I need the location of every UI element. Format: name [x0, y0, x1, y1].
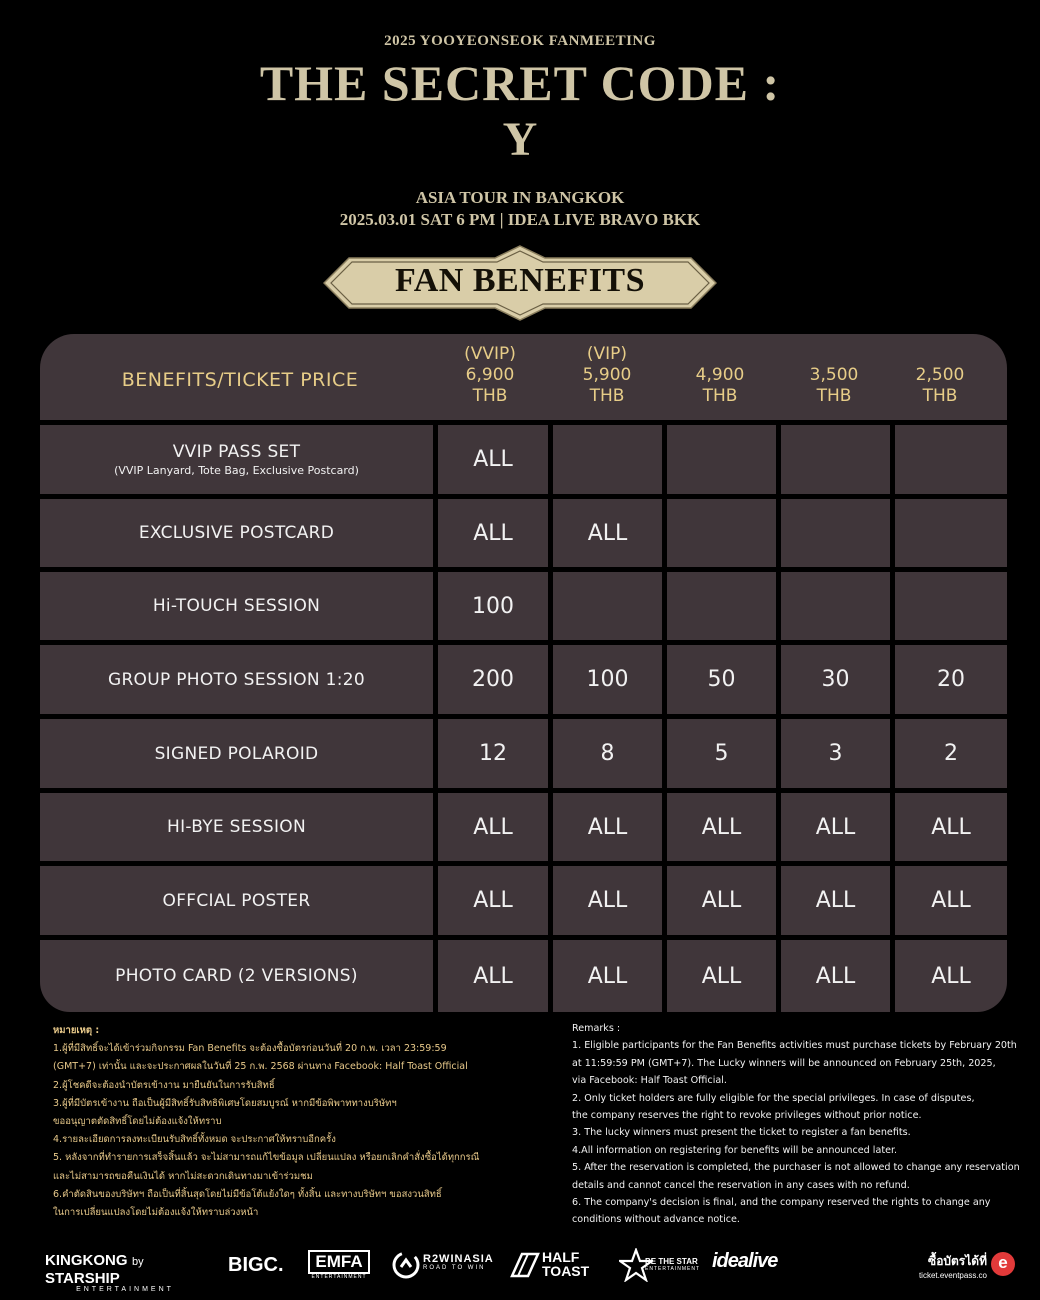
benefit-label: GROUP PHOTO SESSION 1:20 [107, 669, 366, 690]
benefit-label-cell [40, 572, 433, 640]
benefit-value: ALL [438, 793, 548, 861]
header-price-4 [779, 344, 889, 407]
benefit-value [895, 425, 1007, 494]
benefit-label-cell [40, 793, 433, 861]
benefit-value [895, 499, 1007, 567]
benefit-value: ALL [553, 940, 662, 1012]
remarks-english-heading: Remarks : [572, 1023, 621, 1034]
benefit-value: 20 [895, 645, 1007, 714]
fan-benefits-title: FAN BENEFITS [394, 262, 646, 299]
halftoast-logo [542, 1250, 589, 1278]
event-date: 2025.03.01 SAT 6 PM | IDEA LIVE BRAVO BKK [339, 210, 701, 229]
benefit-label: Hi-TOUCH SESSION [152, 596, 321, 616]
benefit-value: ALL [438, 866, 548, 935]
r2win-sub: ROAD TO WIN [423, 1265, 486, 1271]
benefit-label: HI-BYE SESSION [166, 817, 306, 837]
benefit-value: ALL [895, 793, 1007, 861]
benefit-value: ALL [553, 499, 662, 567]
remark-line: 6.คำตัดสินของบริษัทฯ ถือเป็นที่สิ้นสุดโดยไม่มีข้อโต้แย้งใดๆ ทั้งสิ้น และทางบริษัทฯ ขอสงวนสิทธิ์ [53, 1188, 442, 1200]
remark-line: 5. After the reservation is completed, the purchaser is not allowed to change any reservation [572, 1162, 1020, 1174]
kingkong-main: KINGKONG [45, 1252, 128, 1269]
benefit-value: ALL [895, 866, 1007, 935]
remark-line: 1. Eligible participants for the Fan Benefits activities must purchase tickets by February 20th [572, 1040, 1017, 1052]
remarks-thai-heading: หมายเหตุ : [53, 1025, 100, 1036]
remark-line: 3.ผู้ที่มีบัตรเข้างาน ถือเป็นผู้มีสิทธิ์รับสิทธิพิเศษโดยสมบูรณ์ หากมีข้อพิพาททางบริษัทฯ [53, 1097, 397, 1109]
bethestar-logo [645, 1257, 700, 1272]
benefit-label-cell [40, 425, 433, 494]
emfa-sub: ENTERTAINMENT [311, 1274, 367, 1280]
halftoast-line1: HALF [542, 1249, 580, 1265]
header-currency: THB [472, 386, 508, 406]
benefit-value: 8 [553, 719, 662, 788]
benefit-value: ALL [667, 866, 776, 935]
page-title-y: Y [502, 113, 538, 166]
eventpass-icon: e [991, 1252, 1015, 1276]
header-currency: THB [922, 386, 958, 406]
benefit-sublabel: (VVIP Lanyard, Tote Bag, Exclusive Postcard) [114, 464, 359, 477]
tour-subtitle: ASIA TOUR IN BANGKOK [415, 188, 625, 207]
benefit-value: ALL [667, 793, 776, 861]
kingkong-star: STARSHIP [45, 1270, 120, 1287]
remarks-thai [53, 1022, 523, 1222]
header-price: 3,500 [809, 365, 859, 385]
header-tier [779, 344, 889, 365]
benefit-label-cell [40, 940, 433, 1012]
emfa-logo [308, 1250, 370, 1280]
benefit-value: ALL [895, 940, 1007, 1012]
remark-line: (GMT+7) เท่านั้น และจะประกาศผลในวันที่ 25 ก.พ. 2568 ผ่านทาง Facebook: Half Toast Official [53, 1061, 468, 1073]
bethestar-sub: ENTERTAINMENT [645, 1266, 701, 1272]
benefit-value: 100 [553, 645, 662, 714]
header-tier [885, 344, 995, 365]
benefit-label-cell [40, 499, 433, 567]
benefit-label: VVIP PASS SET [172, 442, 301, 462]
remark-line: via Facebook: Half Toast Official. [572, 1075, 727, 1087]
halftoast-line2: TOAST [542, 1263, 590, 1279]
remark-line: 5. หลังจากที่ทำรายการเสร็จสิ้นแล้ว จะไม่สามารถแก้ไขข้อมูล เปลี่ยนแปลง หรือยกเลิกคำสั่งซื้อได้ทุกกรณี [53, 1152, 480, 1164]
benefit-value [553, 572, 662, 640]
bethestar-main: BE THE STAR [645, 1257, 698, 1266]
remark-line: 1.ผู้ที่มีสิทธิ์จะได้เข้าร่วมกิจกรรม Fan Benefits จะต้องซื้อบัตรก่อนวันที่ 20 ก.พ. เวลา 23:59:59 [53, 1043, 447, 1055]
header-price-5 [885, 344, 995, 407]
remark-line: 2. Only ticket holders are fully eligible for the special privileges. In case of disputes, [572, 1092, 975, 1104]
remark-line: 6. The company's decision is final, and the company reserved the rights to change any [572, 1197, 991, 1209]
header-price: 5,900 [582, 365, 632, 385]
header-currency: THB [589, 386, 625, 406]
remark-line: 4.All information on registering for benefits will be announced later. [572, 1144, 898, 1156]
benefit-value [667, 499, 776, 567]
ticket-thai: ซื้อบัตรได้ที่ [928, 1254, 987, 1268]
benefit-value: ALL [781, 866, 890, 935]
benefit-value: ALL [438, 425, 548, 494]
remark-line: details and cannot cancel the reservation in any cases with no refund. [572, 1179, 910, 1191]
benefit-label: PHOTO CARD (2 VERSIONS) [115, 966, 358, 986]
remark-line: conditions without advance notice. [572, 1214, 740, 1226]
benefit-value: 2 [895, 719, 1007, 788]
remark-line: at 11:59:59 PM (GMT+7). The Lucky winners will be announced on February 25th, 2025, [572, 1057, 996, 1069]
benefit-value: 12 [438, 719, 548, 788]
header-tier: (VVIP) [464, 344, 516, 364]
header-price: 2,500 [915, 365, 965, 385]
remark-line: ในการเปลี่ยนแปลงโดยไม่ต้องแจ้งให้ทราบล่วงหน้า [53, 1207, 259, 1219]
benefit-value: ALL [553, 866, 662, 935]
remark-line: 4.รายละเอียดการลงทะเบียนรับสิทธิ์ทั้งหมด จะประกาศให้ทราบอีกครั้ง [53, 1134, 336, 1146]
header-price: 4,900 [695, 365, 745, 385]
remark-line: the company reserves the right to revoke privileges without prior notice. [572, 1110, 922, 1122]
benefit-label: OFFCIAL POSTER [162, 890, 311, 911]
benefit-value [781, 499, 890, 567]
benefit-value [553, 425, 662, 494]
benefit-value: ALL [781, 793, 890, 861]
kingkong-logo [45, 1252, 205, 1293]
page-title: THE SECRET CODE : [259, 55, 781, 111]
benefit-value [667, 572, 776, 640]
header-tier: (VIP) [586, 344, 628, 364]
r2win-main: R2WINASIA [423, 1253, 494, 1265]
remark-line: 3. The lucky winners must present the ticket to register a fan benefits. [572, 1127, 911, 1139]
remark-line: และไม่สามารถขอคืนเงินได้ หากไม่สะดวกเดินทางมาเข้าร่วมชม [53, 1170, 313, 1182]
bigc-logo: BIGC. [228, 1254, 284, 1276]
remarks-english [572, 1020, 1020, 1229]
benefit-label: SIGNED POLAROID [154, 743, 319, 764]
benefit-value [781, 572, 890, 640]
kingkong-by: by [131, 1256, 144, 1268]
remark-line: ขออนุญาตตัดสิทธิ์โดยไม่ต้องแจ้งให้ทราบ [53, 1116, 222, 1128]
benefit-value: ALL [438, 940, 548, 1012]
header-price-3 [665, 344, 775, 407]
benefit-value: 50 [667, 645, 776, 714]
idealive-logo: idealive [712, 1250, 778, 1272]
benefit-value: 30 [781, 645, 890, 714]
header-price-2 [552, 344, 662, 407]
halftoast-icon [510, 1252, 540, 1278]
eventpass-logo [905, 1252, 987, 1280]
benefit-label-cell [40, 645, 433, 714]
remark-line: 2.ผู้โชคดีจะต้องนำบัตรเข้างาน มายืนยันในการรับสิทธิ์ [53, 1079, 275, 1091]
benefit-value [667, 425, 776, 494]
benefit-value: ALL [438, 499, 548, 567]
header-currency: THB [702, 386, 738, 406]
ticket-url: ticket.eventpass.co [918, 1271, 987, 1280]
header-label: BENEFITS/TICKET PRICE [121, 369, 359, 391]
benefit-value: ALL [781, 940, 890, 1012]
r2win-icon [392, 1251, 420, 1279]
header-currency: THB [816, 386, 852, 406]
benefits-table [40, 334, 1007, 1012]
eyebrow: 2025 YOOYEONSEOK FANMEETING [384, 33, 656, 49]
kingkong-sub: ENTERTAINMENT [76, 1286, 174, 1293]
sponsor-logos [0, 1240, 1040, 1293]
emfa-mark: EMFA [308, 1250, 370, 1274]
table-header [40, 334, 1007, 420]
benefit-label-cell [40, 866, 433, 935]
benefit-value: ALL [553, 793, 662, 861]
benefit-value: 3 [781, 719, 890, 788]
header-price-1 [435, 344, 545, 407]
header-price: 6,900 [465, 365, 515, 385]
benefit-value: 200 [438, 645, 548, 714]
benefit-value: 5 [667, 719, 776, 788]
header-tier [665, 344, 775, 365]
benefit-value [895, 572, 1007, 640]
r2win-logo [423, 1253, 494, 1271]
benefit-label-cell [40, 719, 433, 788]
benefit-value: 100 [438, 572, 548, 640]
benefit-label: EXCLUSIVE POSTCARD [138, 523, 335, 543]
benefit-value [781, 425, 890, 494]
benefit-value: ALL [667, 940, 776, 1012]
